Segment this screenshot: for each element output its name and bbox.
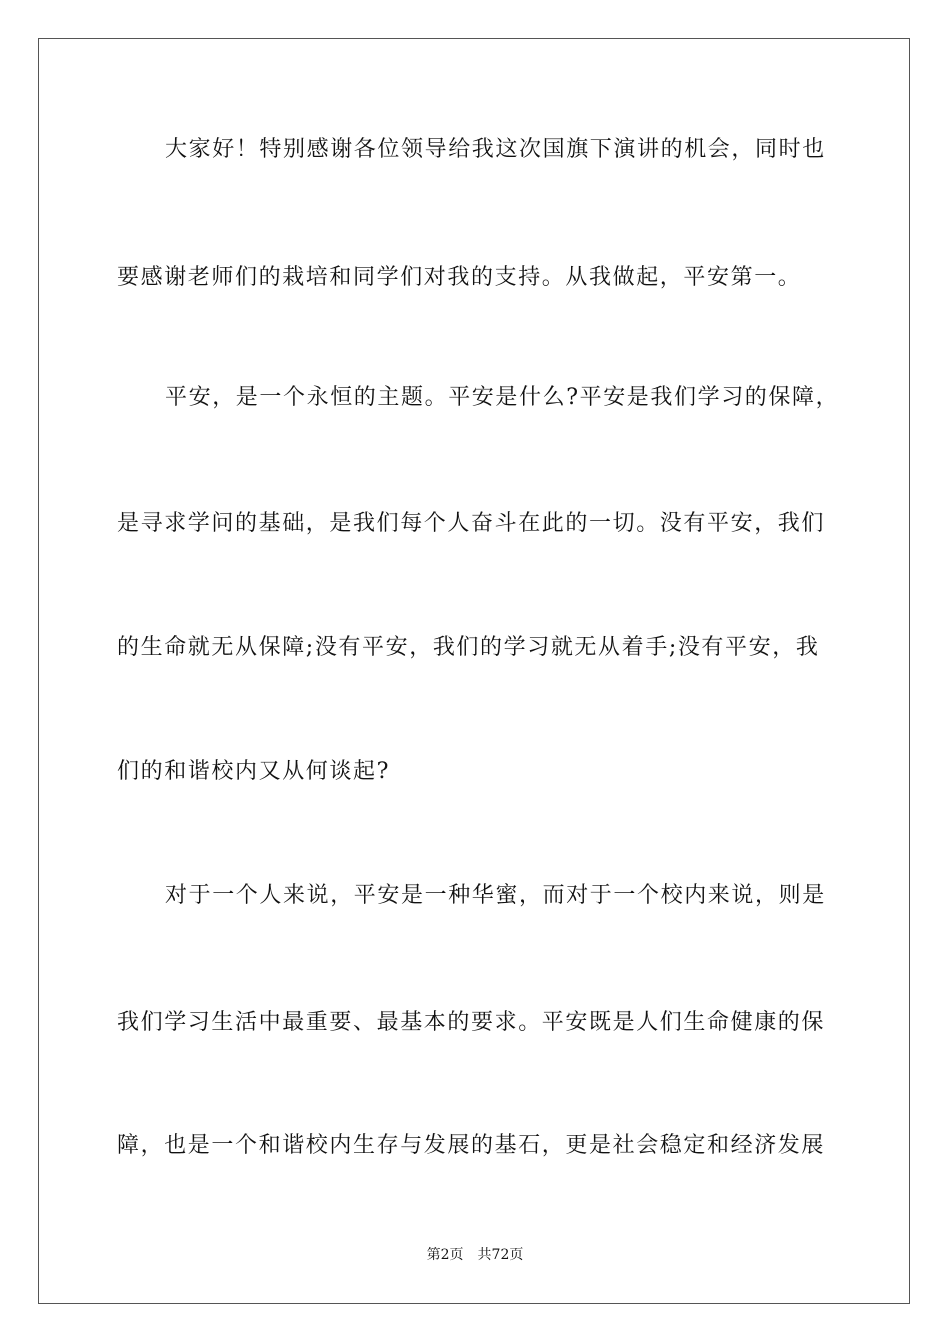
paragraph-line: 对于一个人来说，平安是一种华蜜，而对于一个校内来说，则是 — [165, 883, 826, 908]
paragraph-line: 大家好！特别感谢各位领导给我这次国旗下演讲的机会，同时也 — [165, 137, 826, 162]
paragraph-line: 的生命就无从保障;没有平安，我们的学习就无从着手;没有平安，我 — [117, 635, 820, 660]
paragraph-line: 是寻求学问的基础，是我们每个人奋斗在此的一切。没有平安，我们 — [117, 511, 826, 536]
paragraph-line: 平安，是一个永恒的主题。平安是什么?平安是我们学习的保障， — [165, 385, 840, 410]
page-border — [38, 38, 910, 1304]
page-total: 共72页 — [477, 1247, 524, 1263]
page-footer — [0, 1244, 950, 1264]
paragraph-line: 要感谢老师们的栽培和同学们对我的支持。从我做起，平安第一。 — [117, 265, 802, 290]
page-number: 第2页 — [426, 1247, 464, 1263]
paragraph-line: 障，也是一个和谐校内生存与发展的基石，更是社会稳定和经济发展 — [117, 1133, 826, 1158]
paragraph-line: 们的和谐校内又从何谈起? — [117, 759, 390, 784]
paragraph-line: 我们学习生活中最重要、最基本的要求。平安既是人们生命健康的保 — [117, 1010, 826, 1035]
